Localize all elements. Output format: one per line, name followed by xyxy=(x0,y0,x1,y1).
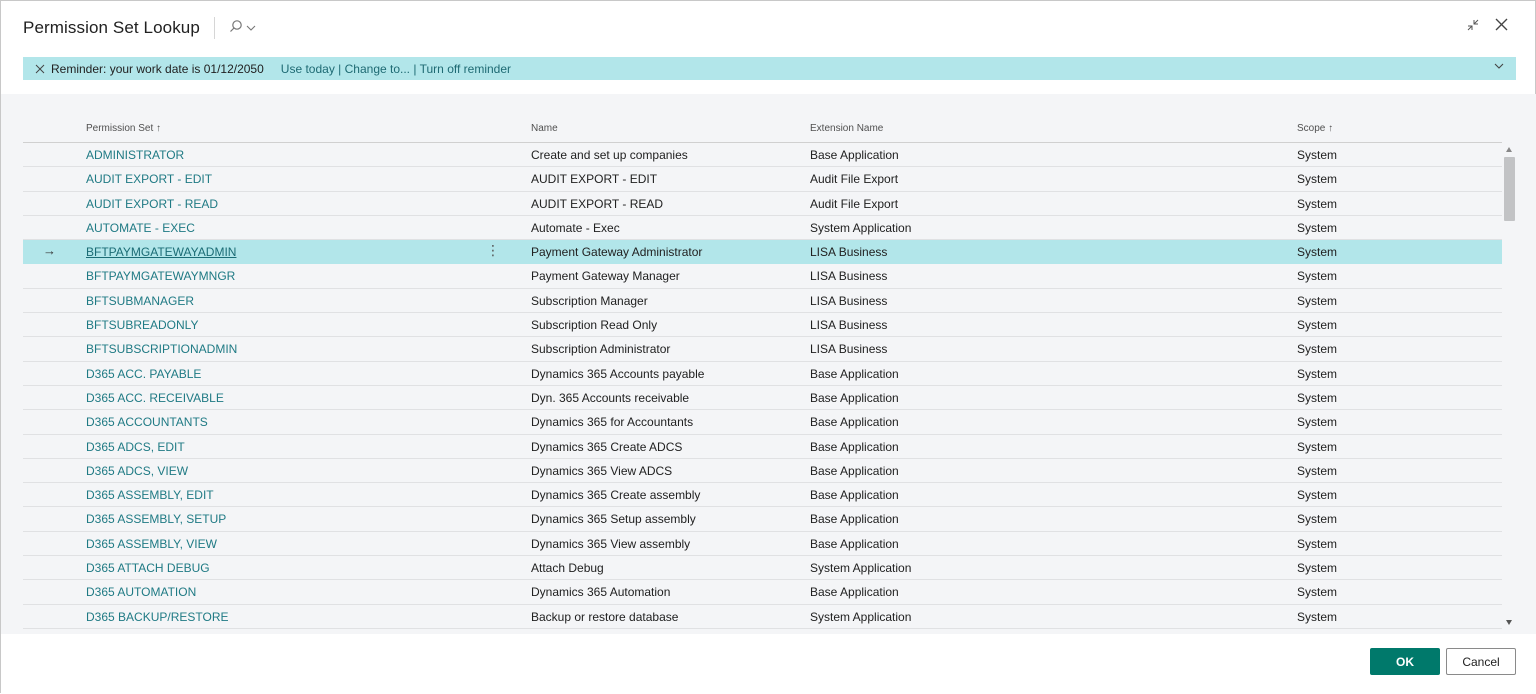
name-cell: Dynamics 365 Accounts payable xyxy=(531,366,705,381)
collapse-icon[interactable] xyxy=(1466,18,1480,32)
close-icon[interactable] xyxy=(1494,17,1509,32)
scope-cell: System xyxy=(1297,536,1338,551)
table-row[interactable] xyxy=(23,507,1502,531)
extension-name-cell: Base Application xyxy=(810,366,899,381)
page-title: Permission Set Lookup xyxy=(23,18,200,37)
permission-set-cell[interactable]: AUTOMATE - EXEC xyxy=(86,220,195,235)
table-row[interactable] xyxy=(23,435,1502,459)
use-today-link[interactable]: Use today xyxy=(280,61,335,76)
permission-set-cell[interactable]: BFTSUBMANAGER xyxy=(86,293,195,308)
table-row[interactable] xyxy=(23,459,1502,483)
extension-name-cell: Base Application xyxy=(810,439,899,454)
name-cell: Dynamics 365 Create ADCS xyxy=(531,439,683,454)
scope-cell: System xyxy=(1297,439,1338,454)
permission-set-cell[interactable]: D365 ADCS, EDIT xyxy=(86,439,185,454)
dialog-header xyxy=(23,15,256,41)
name-cell: Dyn. 365 Accounts receivable xyxy=(531,390,690,405)
extension-name-cell: Base Application xyxy=(810,463,899,478)
permission-set-cell[interactable]: AUDIT EXPORT - EDIT xyxy=(86,172,213,187)
scope-cell: System xyxy=(1297,463,1338,478)
scope-cell: System xyxy=(1297,148,1338,162)
scroll-down-icon[interactable] xyxy=(1506,620,1512,625)
permission-set-cell[interactable]: D365 ACC. RECEIVABLE xyxy=(86,390,224,405)
extension-name-cell: LISA Business xyxy=(810,318,888,333)
turn-off-reminder-link[interactable]: Turn off reminder xyxy=(419,61,511,76)
name-cell: Payment Gateway Manager xyxy=(531,269,680,284)
scope-cell: System xyxy=(1297,415,1338,430)
name-cell: Attach Debug xyxy=(531,561,604,576)
expand-banner-icon[interactable] xyxy=(1494,62,1504,70)
name-cell: AUDIT EXPORT - EDIT xyxy=(531,172,658,187)
link-separator: | xyxy=(338,61,342,76)
name-cell: Dynamics 365 Create assembly xyxy=(531,488,701,503)
table-row[interactable] xyxy=(23,556,1502,580)
table-row[interactable] xyxy=(23,143,1502,167)
ok-button[interactable]: OK xyxy=(1370,648,1440,675)
table-row[interactable] xyxy=(23,167,1502,191)
permission-set-cell[interactable]: BFTPAYMGATEWAYADMIN xyxy=(86,245,237,260)
table-row[interactable] xyxy=(23,386,1502,410)
scope-cell: System xyxy=(1297,172,1338,187)
permission-set-cell[interactable]: D365 AUTOMATION xyxy=(86,585,197,600)
name-cell: Dynamics 365 Automation xyxy=(531,585,671,600)
table-row[interactable] xyxy=(23,216,1502,240)
permission-set-cell[interactable]: AUDIT EXPORT - READ xyxy=(86,196,219,211)
permission-set-cell[interactable]: D365 ATTACH DEBUG xyxy=(86,561,210,576)
vertical-scrollbar[interactable] xyxy=(1503,143,1516,631)
permission-set-cell[interactable]: D365 ADCS, VIEW xyxy=(86,463,189,478)
scope-cell: System xyxy=(1297,488,1338,503)
extension-name-cell: System Application xyxy=(810,220,912,235)
dismiss-banner-icon[interactable] xyxy=(35,64,45,74)
permission-set-cell[interactable]: BFTSUBSCRIPTIONADMIN xyxy=(86,342,238,357)
permission-set-cell[interactable]: D365 BACKUP/RESTORE xyxy=(86,609,229,624)
name-cell: Dynamics 365 View assembly xyxy=(531,536,691,551)
extension-name-cell: LISA Business xyxy=(810,293,888,308)
chevron-down-icon xyxy=(246,19,256,37)
permission-set-cell[interactable]: ADMINISTRATOR xyxy=(86,148,185,162)
extension-name-cell: Base Application xyxy=(810,512,899,527)
permission-set-cell[interactable]: D365 ACC. PAYABLE xyxy=(86,366,202,381)
column-header-permission-set[interactable]: Permission Set ↑ xyxy=(86,123,162,134)
current-row-arrow-icon: → xyxy=(43,243,56,259)
scope-cell: System xyxy=(1297,585,1338,600)
search-button[interactable] xyxy=(229,19,256,38)
permission-set-cell[interactable]: BFTPAYMGATEWAYMNGR xyxy=(86,269,236,284)
extension-name-cell: Audit File Export xyxy=(810,172,899,187)
extension-name-cell: Audit File Export xyxy=(810,196,899,211)
table-row[interactable] xyxy=(23,337,1502,361)
scope-cell: System xyxy=(1297,196,1338,211)
scope-cell: System xyxy=(1297,512,1338,527)
table-row[interactable] xyxy=(23,313,1502,337)
table-row[interactable] xyxy=(23,410,1502,434)
table-row[interactable] xyxy=(23,532,1502,556)
extension-name-cell: Base Application xyxy=(810,390,899,405)
scope-cell: System xyxy=(1297,318,1338,333)
name-cell: Dynamics 365 for Accountants xyxy=(531,415,694,430)
table-row[interactable] xyxy=(23,192,1502,216)
search-icon xyxy=(229,19,243,38)
name-cell: Create and set up companies xyxy=(531,148,688,162)
work-date-reminder-banner xyxy=(23,57,1516,80)
scope-cell: System xyxy=(1297,609,1338,624)
column-header-extension-name[interactable]: Extension Name xyxy=(810,123,884,134)
extension-name-cell: Base Application xyxy=(810,488,899,503)
name-cell: AUDIT EXPORT - READ xyxy=(531,196,664,211)
extension-name-cell: Base Application xyxy=(810,585,899,600)
table-row[interactable] xyxy=(23,264,1502,288)
scope-cell: System xyxy=(1297,245,1338,260)
name-cell: Backup or restore database xyxy=(531,609,679,624)
scroll-up-icon[interactable] xyxy=(1506,147,1512,152)
extension-name-cell: Base Application xyxy=(810,536,899,551)
name-cell: Payment Gateway Administrator xyxy=(531,245,703,260)
scope-cell: System xyxy=(1297,561,1338,576)
reminder-message: Reminder: your work date is 01/12/2050 xyxy=(51,61,264,76)
cancel-button[interactable]: Cancel xyxy=(1446,648,1516,675)
dialog-footer xyxy=(1,634,1536,694)
name-cell: Dynamics 365 View ADCS xyxy=(531,463,673,478)
column-header-scope[interactable]: Scope ↑ xyxy=(1297,123,1334,134)
name-cell: Dynamics 365 Setup assembly xyxy=(531,512,696,527)
table-row[interactable] xyxy=(23,580,1502,604)
table-row[interactable] xyxy=(23,605,1502,629)
table-row[interactable] xyxy=(23,240,1502,264)
permission-set-cell[interactable]: BFTSUBREADONLY xyxy=(86,318,199,333)
scope-cell: System xyxy=(1297,366,1338,381)
permission-set-cell[interactable]: D365 ACCOUNTANTS xyxy=(86,415,208,430)
change-to-link[interactable]: Change to... xyxy=(344,61,411,76)
column-header-name[interactable]: Name xyxy=(531,123,558,134)
name-cell: Automate - Exec xyxy=(531,220,620,235)
permission-set-cell[interactable]: D365 ASSEMBLY, VIEW xyxy=(86,536,217,551)
scope-cell: System xyxy=(1297,269,1338,284)
name-cell: Subscription Read Only xyxy=(531,318,658,333)
permission-set-cell[interactable]: D365 ASSEMBLY, EDIT xyxy=(86,488,214,503)
scrollbar-thumb[interactable] xyxy=(1504,157,1515,221)
extension-name-cell: LISA Business xyxy=(810,245,888,260)
extension-name-cell: LISA Business xyxy=(810,342,888,357)
extension-name-cell: System Application xyxy=(810,609,912,624)
scope-cell: System xyxy=(1297,342,1338,357)
scope-cell: System xyxy=(1297,293,1338,308)
table-row[interactable] xyxy=(23,362,1502,386)
scope-cell: System xyxy=(1297,220,1338,235)
extension-name-cell: Base Application xyxy=(810,415,899,430)
link-separator: | xyxy=(413,61,417,76)
extension-name-cell: System Application xyxy=(810,561,912,576)
permission-set-cell[interactable]: D365 ASSEMBLY, SETUP xyxy=(86,512,227,527)
row-actions-menu-icon[interactable]: ⋮ xyxy=(486,242,500,259)
window-controls xyxy=(1466,17,1509,32)
grid-rows xyxy=(23,143,1502,653)
name-cell: Subscription Manager xyxy=(531,293,648,308)
title-divider xyxy=(214,17,215,39)
extension-name-cell: LISA Business xyxy=(810,269,888,284)
name-cell: Subscription Administrator xyxy=(531,342,671,357)
table-row[interactable] xyxy=(23,289,1502,313)
extension-name-cell: Base Application xyxy=(810,148,899,162)
scope-cell: System xyxy=(1297,390,1338,405)
table-row[interactable] xyxy=(23,483,1502,507)
reminder-actions xyxy=(281,62,511,76)
